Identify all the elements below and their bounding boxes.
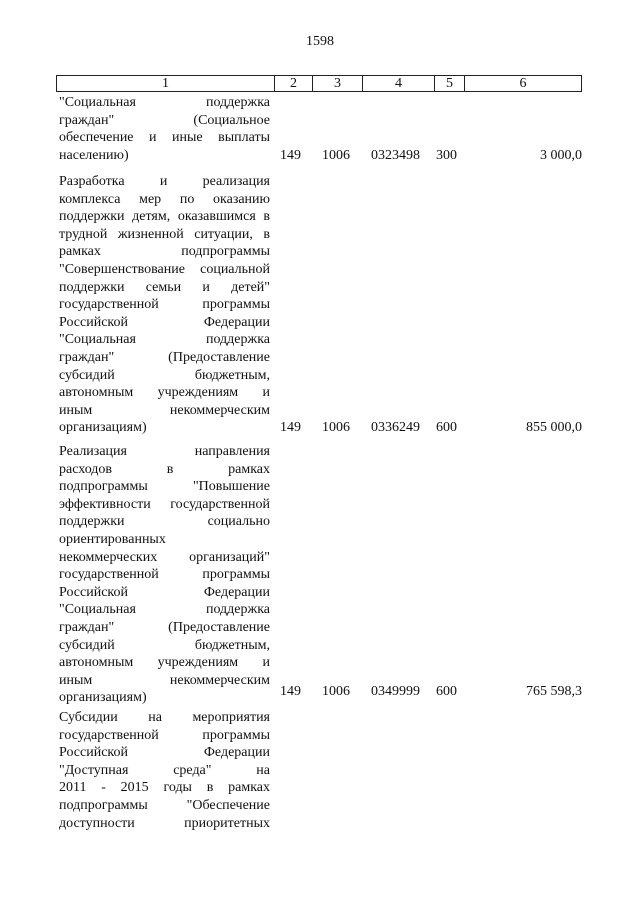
header-col-5: 5 [435,76,465,91]
description-line: Субсидии на мероприятия [59,710,270,725]
description-line: доступности приоритетных [59,815,270,831]
cell-amount: 765 598,3 [526,684,582,699]
header-col-3: 3 [313,76,363,91]
description-line: некоммерческих организаций" [59,549,270,565]
cell-amount: 855 000,0 [526,420,582,436]
description-line: подпрограммы "Повышение [59,479,270,495]
description-line: Российской Федерации [59,584,270,600]
description-line: граждан" (Предоставление [59,349,270,365]
header-col-1: 1 [57,76,275,91]
description-line: поддержки семьи и детей" [59,279,270,295]
cell-expense-type: 600 [436,420,457,436]
cell-target-code: 0336249 [371,420,420,436]
header-col-2: 2 [275,76,313,91]
description-line: граждан" (Социальное [59,112,270,128]
description-line: Российской Федерации [59,745,270,761]
description-line: поддержки детям, оказавшимся в [59,209,270,225]
header-col-4: 4 [363,76,435,91]
description-line: иным некоммерческим [59,672,270,688]
description-line: "Совершенствование социальной [59,261,270,277]
page-number: 1598 [306,34,334,49]
table-header [56,75,582,92]
description-line: расходов в рамках [59,461,270,477]
description-line: иным некоммерческим [59,402,270,418]
description-line: эффективности государственной [59,496,270,512]
description-line: обеспечение и иные выплаты [59,130,270,146]
cell-ministry-code: 149 [280,420,301,436]
cell-expense-type: 300 [436,147,457,163]
row-description [59,709,270,832]
description-line: комплекса мер по оказанию [59,191,270,207]
cell-section-code: 1006 [322,420,350,436]
description-line: государственной программы [59,567,270,583]
description-line: "Социальная поддержка [59,332,270,348]
cell-expense-type: 600 [436,684,457,699]
description-line: автономным учреждениям и [59,655,270,671]
description-line: Российской Федерации [59,314,270,330]
row-description [59,94,270,164]
cell-ministry-code: 149 [280,147,301,163]
description-line: субсидий бюджетным, [59,637,270,653]
description-line: граждан" (Предоставление [59,619,270,635]
description-line: населению) [59,147,129,163]
row-description [59,173,270,437]
description-line: Реализация направления [59,444,270,459]
description-line: "Социальная поддержка [59,602,270,618]
description-line: рамках подпрограммы [59,244,270,260]
cell-section-code: 1006 [322,684,350,699]
description-line: автономным учреждениям и [59,385,270,401]
description-line: государственной программы [59,297,270,313]
description-line: ориентированных [59,531,166,547]
description-line: 2011 - 2015 годы в рамках [59,780,270,796]
cell-amount: 3 000,0 [540,147,582,163]
description-line: трудной жизненной ситуации, в [59,226,270,242]
header-col-6: 6 [519,76,527,91]
cell-ministry-code: 149 [280,684,301,699]
description-line: субсидий бюджетным, [59,367,270,383]
description-line: подпрограммы "Обеспечение [59,797,270,813]
description-line: "Доступная среда" на [59,762,270,778]
description-line: организациям) [59,420,147,436]
cell-target-code: 0323498 [371,147,420,163]
description-line: поддержки социально [59,514,270,530]
cell-section-code: 1006 [322,147,350,163]
row-description [59,443,270,707]
description-line: организациям) [59,690,147,706]
description-line: государственной программы [59,727,270,743]
cell-target-code: 0349999 [371,684,420,699]
description-line: "Социальная поддержка [59,95,270,110]
description-line: Разработка и реализация [59,174,270,189]
